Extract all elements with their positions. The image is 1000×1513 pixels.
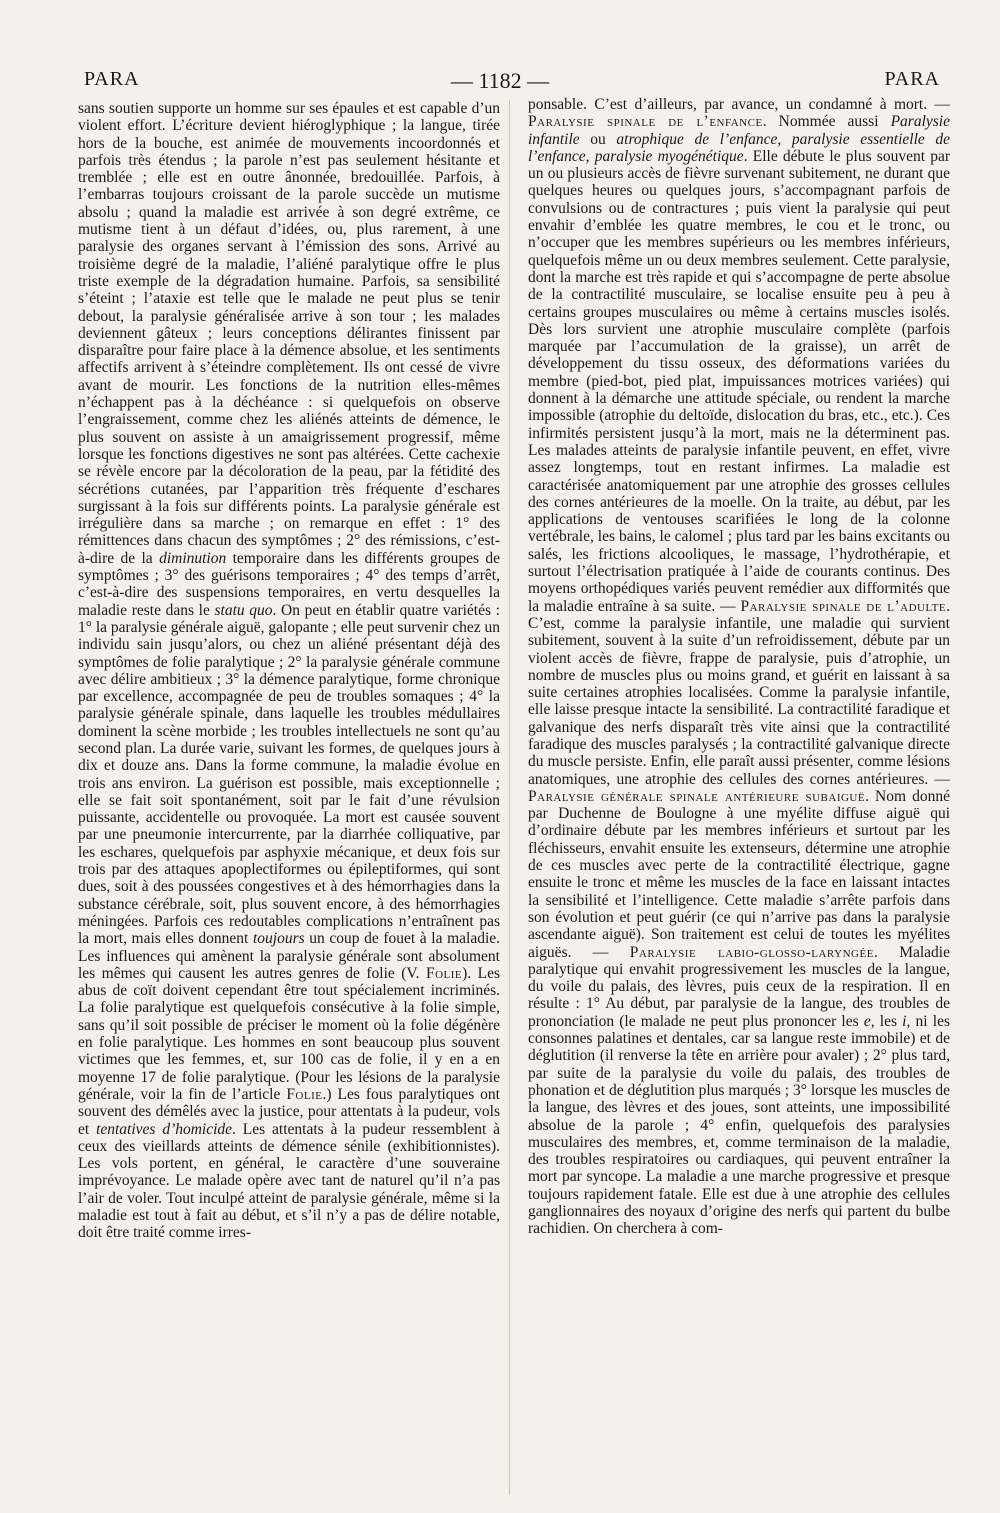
header-left-keyword: PARA bbox=[84, 68, 140, 90]
left-column bbox=[78, 100, 500, 1495]
cross-reference: Folie bbox=[425, 964, 463, 982]
left-column-text: sans soutien supporte un homme sur ses épaules et est capable d’un violent effort. L’écriture devient hiéroglyphique ; la langue, tirée hors de la bouche, est animée de mouvements incoordonnés et parfois très étendus ; la parole n’est pas seulement hésitante et tremblée ; elle est en outre ânonnée, bredouillée. Parfois, à l’embarras toujours croissant de la parole succède un mutisme absolu ; quand la maladie est arrivée à son degré extrême, ce mutisme tient à un défaut d’idées, ou, plus rarement, à une paralysie des organes servant à l’émission des sons. Arrivé au troisième degré de la maladie, l’aliéné paralytique offre le plus triste exemple de la dégradation humaine. Parfois, sa sensibilité s’éteint ; l’ataxie est telle que le malade ne peut plus se tenir debout, la paralysie généralisée arrive à son tour ; les malades deviennent gâteux ; leurs conceptions délirantes finissent par disparaître pour faire place à la démence absolue, et les sentiments affectifs arrivent à s’éteindre complètement. Ils ont cessé de vivre avant de mourir. Les fonctions de la nutrition elles-mêmes n’échappent pas à la déchéance : si quelquefois on observe l’engraissement, comme chez les aliénés atteints de démence, le plus souvent on assiste à un amaigrissement progressif, même lorsque les fonctions digestives ne sont pas altérées. Cette cachexie se révèle encore par la décoloration de la peau, par la fétidité des sécrétions cutanées, par l’apparition très fréquente d’eschares surgissant à la fois sur différents points. La paralysie générale est irrégulière dans sa marche ; on remarque en effet : 1° des rémittences dans chacun des symptômes ; 2° des rémissions, c’est-à-dire de la diminution temporaire dans les différents groupes de symptômes ; 3° des guérisons temporaires ; 4° des temps d’arrêt, c’est-à-dire des suspensions temporaires, en vertu desquelles la maladie reste dans le statu quo. On peut en établir quatre variétés : 1° la paralysie générale aiguë, galopante ; elle peut survenir chez un individu sain jusqu’alors, ou chez un aliéné présentant déjà des symptômes de folie paralytique ; 2° la paralysie générale commune avec délire ambitieux ; 3° la démence paralytique, forme chronique par excellence, accompagnée de peu de troubles somaques ; 4° la paralysie générale spinale, dans laquelle les troubles médullaires dominent la scène morbide ; les troubles intellectuels ne sont qu’au second plan. La durée varie, suivant les formes, de quelques jours à dix et douze ans. Dans la forme commune, la maladie évolue en trois ans environ. La guérison est possible, mais exceptionnelle ; elle se fait soit spontanément, soit par le fait d’une révulsion puissante, accidentelle ou provoquée. La mort est causée souvent par une pneumonie intercurrente, par la diarrhée colliquative, par les eschares, quelquefois par asphyxie mécanique, et deux fois sur trois par des attaques apoplectiformes ou épileptiformes, qui sont dues, soit à des poussées congestives et à des hémorrhagies dans la substance cérébrale, soit, plus souvent encore, à des hémorrhagies méningées. Parfois ces redoutables complications n’entraînent pas la mort, mais elles donnent toujours un coup de fouet à la maladie. Les influences qui amènent la paralysie générale sont absolument les mêmes qui causent les autres genres de folie (V. Folie). Les abus de coït doivent cependant être tout spécialement incriminés. La folie paralytique est quelquefois consécutive à la folie simple, sans qu’il soit possible de préciser le moment où la folie dégénère en folie paralytique. Les hommes en sont beaucoup plus souvent victimes que les femmes, et, sur 100 cas de folie, il y en a en moyenne 17 de folie paralytique. (Pour les lésions de la paralysie générale, voir la fin de l’article Folie.) Les fous paralytiques ont souvent des démêlés avec la justice, pour attentats à la pudeur, vols et tentatives d’homicide. Les attentats à la pudeur ressemblent à ceux des vieillards atteints de démence sénile (exhibitionnistes). Les vols portent, en général, le caractère d’une souveraine imprévoyance. Le malade opère avec tant de naturel qu’il n’a pas l’air de voler. Tout inculpé atteint de paralysie générale, même si la maladie est tout à fait au début, et s’il n’y a pas de délire notable, doit être traité comme irres- bbox=[78, 100, 500, 1242]
cross-reference: Folie bbox=[286, 1085, 323, 1103]
page-number: — 1182 — bbox=[450, 68, 550, 93]
header-right-keyword: PARA bbox=[884, 68, 940, 90]
column-divider bbox=[509, 100, 510, 1495]
running-header bbox=[60, 68, 940, 98]
right-column-text: ponsable. C’est d’ailleurs, par avance, un condamné à mort. — Paralysie spinale de l’enfance. Nommée aussi Paralysie infantile ou atrophique de l’enfance, paralysie essentielle de l’enfance, paralysie myogénétique. Elle débute le plus souvent par un ou plusieurs accès de fièvre survenant subitement, ne durant que quelques heures ou quelques jours, s’accompagnant parfois de convulsions ou de contractures ; puis vient la paralysie qui peut envahir d’emblée les quatre membres, le cou et le tronc, ou n’occuper que les membres supérieurs ou les membres inférieurs, quelquefois même un ou deux membres seulement. Cette paralysie, dont la marche est très rapide et qui s’accompagne de perte absolue de la contractilité musculaire, se localise ensuite peu à peu à certains groupes musculaires ou même à certains muscles isolés. Dès lors survient une atrophie musculaire complète (parfois marquée par l’accumulation de la graisse), un arrêt de développement du tissu osseux, des déformations variées du membre (pied-bot, pied plat, impuissances motrices variées) qui donnent à la démarche une attitude spéciale, ou rendent la marche impossible (atrophie du deltoïde, dislocation du bras, etc., etc.). Ces infirmités persistent jusqu’à la mort, mais ne la déterminent pas. Les malades atteints de paralysie infantile peuvent, en effet, vivre assez longtemps, tout en restant infirmes. La maladie est caractérisée anatomiquement par une atrophie des grosses cellules des cornes antérieures de la moelle. On la traite, au début, par les applications de ventouses scarifiées le long de la colonne vertébrale, les bains, le calomel ; plus tard par les bains excitants ou salés, les frictions alcooliques, le massage, l’hydrothérapie, et surtout l’électrisation pratiquée à l’aide de courants continus. Des moyens orthopédiques variés peuvent remédier aux difformités que la maladie entraîne à sa suite. — Paralysie spinale de l’adulte. C’est, comme la paralysie infantile, une maladie qui survient subitement, souvent à la suite d’un refroidissement, débute par un violent accès de fièvre, frappe de paralysie, puis d’atrophie, un nombre de muscles plus ou moins grand, et guérit en laissant à sa suite certaines atrophies localisées. Comme la paralysie infantile, elle laisse presque intacte la sensibilité. La contractilité faradique et galvanique des nerfs disparaît très vite ainsi que la contractilité faradique des muscles paralysés ; la contractilité galvanique directe du muscle persiste. Enfin, elle paraît aussi présenter, comme lésions anatomiques, une atrophie des cellules des cornes antérieures. — Paralysie générale spinale antérieure subaiguë. Nom donné par Duchenne de Boulogne à une myélite diffuse aiguë qui d’ordinaire débute par les membres inférieurs et surtout par les fléchisseurs, envahit ensuite les extenseurs, détermine une atrophie de ces muscles avec perte de la contractilité électrique, gagne ensuite le tronc et même les muscles de la face en laissant intactes la sensibilité et l’intelligence. Cette maladie s’arrête parfois dans son évolution et peut guérir (ce qui n’arrive pas dans la paralysie ascendante aiguë). Son traitement est celui de toutes les myélites aiguës. — Paralysie labio-glosso-laryngée. Maladie paralytique qui envahit progressivement les muscles de la langue, du voile du palais, des lèvres, puis ceux de la respiration. Il en résulte : 1° Au début, par paralysie de la langue, des troubles de prononciation (le malade ne peut plus prononcer les e, les i, ni les consonnes palatines et dentales, car sa langue reste immobile) et de déglutition (il renverse la tête en arrière pour avaler) ; 2° plus tard, par suite de la paralysie du voile du palais, des troubles de phonation et de déglutition plus marqués ; 3° lorsque les muscles de la langue, des lèvres et des joues, sont atteints, une impossibilité absolue de la parole ; 4° enfin, quelquefois des paralysies musculaires des membres, et, comme terminaison de la maladie, des troubles respiratoires ou cardiaques, qui peuvent entraîner la mort par syncope. La maladie a une marche progressive et presque toujours rapidement fatale. Elle est due à une atrophie des cellules ganglionnaires des noyaux d’origine des nerfs qui partent du bulbe rachidien. On cherchera à com- bbox=[528, 96, 950, 1238]
entry-heading: Paralysie spinale de l’adulte bbox=[740, 597, 947, 615]
entry-heading: Paralysie labio-glosso-laryngée bbox=[629, 943, 874, 961]
entry-heading: Paralysie spinale de l’enfance bbox=[528, 113, 763, 131]
right-column bbox=[528, 96, 950, 1496]
entry-heading: Paralysie générale spinale antérieure subaiguë bbox=[528, 787, 866, 805]
